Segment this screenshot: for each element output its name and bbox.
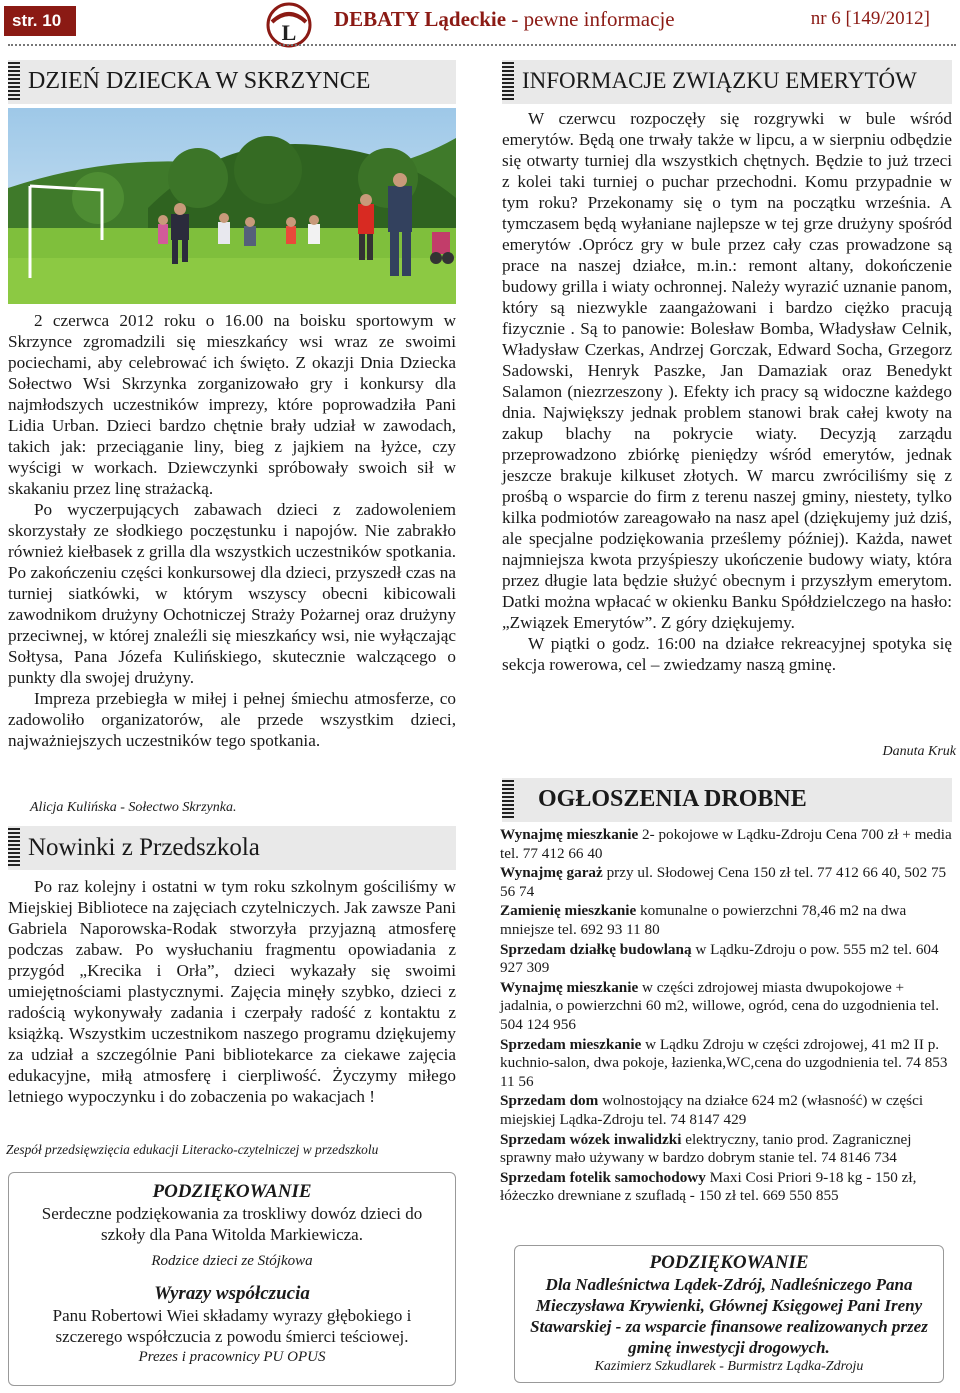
classified-ad: Sprzedam dom wolnostojący na działce 624 m2 (własność) w części miejskiej Lądka-Zdroju tel. 74 8147 429 <box>500 1092 924 1128</box>
forestry-thanks-box <box>514 1245 944 1383</box>
article-signature: Zespół przedsięwzięcia edukacji Literacko-czytelniczej w przedszkolu <box>6 1142 379 1157</box>
section-header-kindergarten <box>8 826 456 870</box>
classified-ad: Zamienię mieszkanie komunalne o powierzchni 78,46 m2 na dwa mniejsze tel. 692 93 11 80 <box>500 902 907 938</box>
condolence-title: Wyrazy współczucia <box>154 1283 310 1304</box>
page-header <box>0 0 960 50</box>
article-paragraph: Po wyczerpujących zabawach dzieci z zadowoleniem skorzystały ze słodkiego poczęstunku i napojów. Nie zabrakło również kiełbasek z grilla dla wszystkich uczestników spotkania. Po zakończeniu części konkursowej dla dzieci, przyszedł czas na turniej siatkówki, w którym wszyscy obecni kibicowali zawodnikom drużyny Ochotniczej Straży Pożarnej oraz drużyny przeciwnej, w której znaleźli się mieszkańcy wsi, nie wyłączając Sołtysa, Pana Józefa Kulińskiego, skutecznie walczącego o punkty dla swojej drużyny. <box>8 500 456 687</box>
classified-ads-list <box>500 826 952 1207</box>
condolence-text: Panu Robertowi Wiei składamy wyrazy głębokiego i szczerego współczucia z powodu śmierci teściowej. <box>52 1306 412 1346</box>
classified-ad: Wynajmę mieszkanie 2- pokojowe w Lądku-Zdroju Cena 700 zł + media tel. 77 412 66 40 <box>500 826 952 862</box>
issue-number: nr 6 [149/2012] <box>810 8 930 29</box>
thanks-title: PODZIĘKOWANIE <box>152 1181 312 1202</box>
section-title: Nowinki z Przedszkola <box>28 834 260 861</box>
section-title: OGŁOSZENIA DROBNE <box>538 786 807 812</box>
page-number: str. 10 <box>4 6 76 36</box>
title-rest: - pewne informacje <box>506 7 675 31</box>
thanks-text: Dla Nadleśnictwa Lądek-Zdrój, Nadleśniczego Pana Mieczysława Krywienki, Głównej Księgowej Pani Ireny Stawarskiej - za wsparcie finansowe realizowanych przez gminę inwestycji drogowych. <box>530 1275 928 1357</box>
classified-ad: Sprzedam fotelik samochodowy Maxi Cosi Priori 9-18 kg - 150 zł, łóżeczko drewniane z szufladą - 150 zł tel. 669 550 855 <box>500 1168 917 1205</box>
thanks-and-condolences-box <box>8 1172 456 1386</box>
section-header-pensioners <box>502 60 952 104</box>
article-signature: Danuta Kruk <box>882 744 956 759</box>
article-childrens-day <box>8 310 456 751</box>
childrens-day-photo <box>8 108 456 304</box>
section-header-childrens-day <box>8 60 456 104</box>
section-title: INFORMACJE ZWIĄZKU EMERYTÓW <box>522 68 917 93</box>
svg-text:L: L <box>281 20 297 45</box>
article-signature: Alicja Kulińska - Sołectwo Skrzynka. <box>30 800 237 815</box>
classified-ad: Wynajmę mieszkanie w części zdrojowej miasta dwupokojowe + jadalnia, o powierzchni 60 m2, willowe, ogród, cena do uzgodnienia tel. 504 124 956 <box>500 978 940 1033</box>
classified-ad: Sprzedam mieszkanie w Lądku Zdroju w części zdrojowej, 41 m2 II p. kuchnio-salon, dwa pokoje, łazienka,WC,cena do uzgodnienia tel. 74 853 11 56 <box>500 1035 948 1090</box>
article-paragraph: 2 czerwca 2012 roku o 16.00 na boisku sportowym w Skrzynce zgromadzili się mieszkańcy wsi wraz ze swoimi pociechami, aby celebrować ich święto. Z okazji Dnia Dziecka Sołectwo Wsi Skrzynka zorganizowało gry i konkursy dla najmłodszych uczestników imprezy, które poprowadziła Pani Lidia Urban. Dzieci bardzo chętnie brały udział w zawodach, takich jak: przeciąganie liny, bieg z jajkiem na łyżce, czy wyścigi w workach. Dziewczynki spróbowały swoich sił w skakaniu przez linę strażacką. <box>8 311 456 498</box>
newspaper-title <box>334 6 675 32</box>
article-paragraph: W czerwcu rozpoczęły się rozgrywki w bule wśród emerytów. Będą one trwały także w lipcu, a w sierpniu odbędzie się otwarty turniej dla wszystkich chętnych. Będzie to już trzeci z kolei taki turniej o puchar przechodni. Komu przypadnie w tym roku? Przekonamy się o tym na początku września. A tymczasem będą wyłaniane najlepsze w tej grze drużyny spośród emerytów .Oprócz gry w bule przez cały czas prowadzone są prace na naszej działce, m.in.: remont altany, dokończenie budowy grilla i wiaty ochronnej. Należy wyrazić uznanie panom, który są niezwykle zaangażowani i bardzo ciężko pracują fizycznie . Są to panowie: Bolesław Bomba, Władysław Celnik, Władysław Czerkas, Andrzej Gorczak, Edward Socha, Grzegorz Sadowski, Henryk Paszke, Jan Damaziak oraz Benedykt Salamon (niezrzeszony ). Efekty ich pracy są widoczne każdego dnia. Największy jednak problem stanowi brak całej kwoty na zakup blachy na pokrycie wiaty. Decyzją zarządu przeprowadzono zbiórkę pieniędzy wśród emerytów, jednak jeszcze brakuje kilkuset złotych. W marcu zwróciliśmy się z prośbą o wsparcie do firm z terenu naszej gminy, niestety, tylko kilka podmiotów zareagowało na nasz apel (dziękujemy już dziś, ale specjalne podziękowania prześlemy później). Każda, nawet najmniejsza kwota przyśpieszy ukończenie budowy wiaty, która przez długie lata będzie służyć obecnym i przyszłym emerytom. Datki można wpłacać w okienku Banku Spółdzielczego na hasło: „Związek Emerytów”. Z góry dziękujemy. <box>502 109 952 632</box>
article-paragraph: Po raz kolejny i ostatni w tym roku szkolnym gościliśmy w Miejskiej Bibliotece na zajęciach czytelniczych. Jak zawsze Pani Gabriela Naporowska-Rodak stworzyła przyjazną atmosferę podczas zabaw. Po wysłuchaniu fragmentu opowiadania z przygód „Krecika i Orła”, dzieci wykazały się swoimi umiejętnościami plastycznymi. Zajęcia minęły szybko, dzieci z radością wykonywały zadania i czerpały radość z kontaktu z książką. Wszystkim uczestnikom naszego programu dziękujemy za udział a szczególnie Pani bibliotekarce za ciekawe zajęcia edukacyjne, miłą atmosferę i cierpliwość. Życzymy miłego letniego wypoczynku i do zobaczenia po wakacjach ! <box>8 877 456 1106</box>
title-bold: DEBATY Lądeckie <box>334 7 507 31</box>
thanks-text: Serdeczne podziękowania za troskliwy dowóz dzieci do szkoły dla Pana Witolda Markiewicza. <box>41 1204 423 1244</box>
classified-ad: Wynajmę garaż przy ul. Słodowej Cena 150 zł tel. 77 412 66 40, 502 75 56 74 <box>500 864 947 900</box>
thanks-signature: Rodzice dzieci ze Stójkowa <box>151 1253 313 1269</box>
classified-ad: Sprzedam wózek inwalidzki elektryczny, tanio prod. Zagranicznej sprawny mało używany w bardzo dobrym stanie tel. 74 8146 734 <box>500 1130 912 1167</box>
thanks-title: PODZIĘKOWANIE <box>649 1252 809 1273</box>
thanks-signature: Kazimierz Szkudlarek - Burmistrz Lądka-Zdroju <box>594 1359 864 1374</box>
newspaper-logo-icon <box>266 2 312 48</box>
condolence-signature: Prezes i pracownicy PU OPUS <box>138 1349 326 1365</box>
header-divider <box>8 44 956 46</box>
article-paragraph: W piątki o godz. 16:00 na działce rekreacyjnej spotyka się sekcja rowerowa, cel – zwiedzamy naszą gminę. <box>502 634 952 674</box>
article-pensioners <box>502 108 952 675</box>
article-kindergarten <box>8 876 456 1107</box>
article-paragraph: Impreza przebiegła w miłej i pełnej śmiechu atmosferze, co zadowoliło organizatorów, ale przede wszystkim dzieci, najważniejszych uczestników tego spotkania. <box>8 689 456 750</box>
section-header-classifieds <box>502 778 952 822</box>
classified-ad: Sprzedam działkę budowlaną w Lądku-Zdroju o pow. 555 m2 tel. 604 927 309 <box>500 940 939 977</box>
section-title: DZIEŃ DZIECKA W SKRZYNCE <box>28 68 371 94</box>
